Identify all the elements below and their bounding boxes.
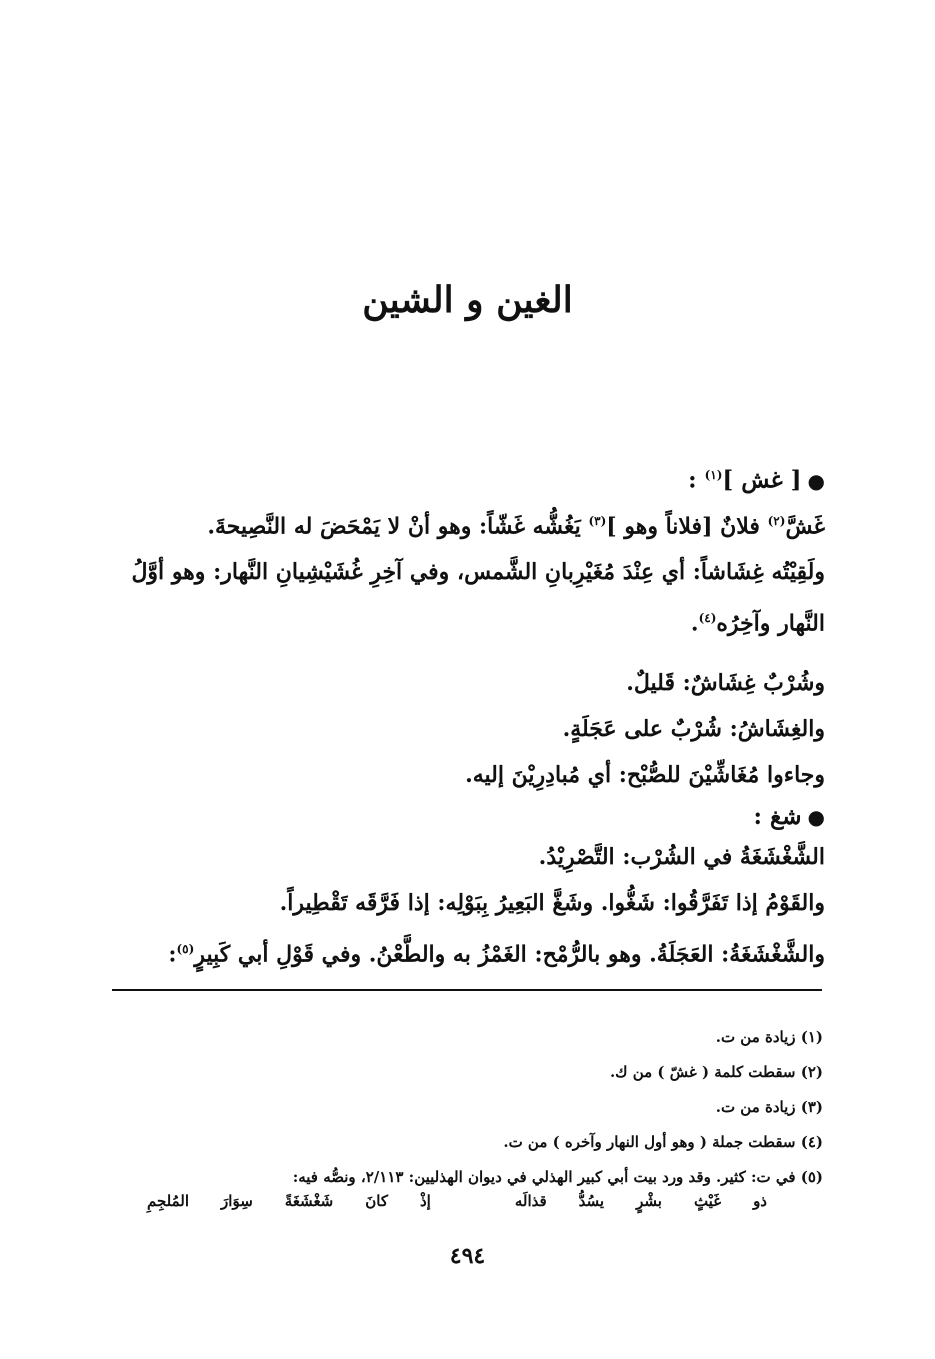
entry-heading-label: شغ : (753, 803, 802, 830)
entry-line: وجاءوا مُغَاشِّيْنَ للصُّبْح: أي مُبادِرِيْنَ إليه. (465, 762, 825, 789)
verse-word: إذْ (419, 1192, 431, 1210)
footnote: (٤) سقطت جملة ( وهو أول النهار وآخره ) من ت. (503, 1133, 823, 1151)
footnote: (٢) سقطت كلمة ( غشّ ) من ك. (609, 1063, 823, 1081)
footnote: (٣) زيادة من ت. (715, 1098, 823, 1116)
footnote-ref: (٣) (588, 513, 607, 528)
entry-line: الشَّغْشَغَةُ في الشُرْب: التَّصْرِيْدُ. (538, 844, 825, 870)
verse-word: قذالَه (514, 1192, 547, 1210)
verse-word: سِوَارَ (221, 1192, 253, 1210)
verse-word: غَيْثٍ (693, 1192, 722, 1210)
footnote-ref: (٤) (698, 610, 717, 625)
entry-ghash (100, 458, 825, 798)
page-title: الغين و الشين (362, 279, 573, 321)
verse-word: بشْرٍ (636, 1192, 662, 1210)
entry-heading (100, 800, 825, 834)
line-text: غَشَّ (785, 512, 825, 539)
entry-line: وشُرْبٌ غِشَاشٌ: قَليلٌ. (626, 670, 825, 697)
footnote-ref: (٥) (176, 942, 195, 956)
entry-line (100, 498, 825, 549)
footnote-ref: (١) (704, 468, 723, 482)
page-number: ٤٩٤ (449, 1243, 486, 1269)
bullet-icon: ● (807, 468, 825, 493)
entry-line: والقَوْمُ إذا تَفَرَّقُوا: شَغُّوا. وشَغَّ البَعِيرُ بِبَوْلِه: إذا فَرَّقَه تَقْطِيراً. (279, 890, 825, 916)
heading-colon: : (688, 466, 705, 494)
footnotes (100, 1020, 823, 1195)
entry-heading (100, 458, 825, 498)
verse-word: كانَ (365, 1192, 388, 1210)
line-text: . (690, 610, 699, 637)
verse-word: يسُدُّ (578, 1192, 605, 1210)
line-text: فلانٌ [فلاناً وهو ] (606, 512, 768, 539)
verse-gap (463, 1192, 483, 1210)
bullet-icon: ● (807, 805, 825, 829)
footnote: (١) زيادة من ت. (715, 1028, 823, 1046)
footnote: (٥) في ت: كثير. وقد ورد بيت أبي كبير الهذلي في ديوان الهذليين: ٢/١١٣، ونصُّه فيه: (292, 1168, 823, 1186)
footnote-ref: (٢) (767, 513, 786, 528)
entry-line (100, 926, 825, 977)
footnote-divider (112, 989, 822, 991)
entry-line: والغِشَاشُ: شُرْبٌ على عَجَلَةٍ. (562, 716, 825, 743)
entry-heading-label: [ غش ] (722, 466, 802, 494)
entry-line (100, 549, 825, 646)
line-text: والشَّغْشَغَةُ: العَجَلَةُ. وهو بالرُّمْح: الغَمْزُ به والطَّعْنُ. وفي قَوْلِ أبي كَبِيرٍ (194, 941, 825, 968)
verse-word: المُلجِمِ (147, 1192, 190, 1210)
verse-word: شَغْشَغَةً (284, 1192, 334, 1210)
line-text: ولَقِيْتُه غِشَاشاً: أي عِنْدَ مُغَيْرِبانِ الشَّمس، وفي آخِرِ غُشَيْشِيانِ النَّهار: وهو أوَّلُ النَّهار وآخِرُه (131, 558, 825, 637)
verse-word: ذو (753, 1192, 767, 1210)
line-text: : (168, 941, 177, 968)
line-text: يَغُشُّه غَشّاً: وهو أنْ لا يَمْحَضَ له النَّصِيحةَ. (207, 512, 589, 539)
poem-verse (147, 1192, 767, 1210)
entry-shagh (100, 800, 825, 977)
